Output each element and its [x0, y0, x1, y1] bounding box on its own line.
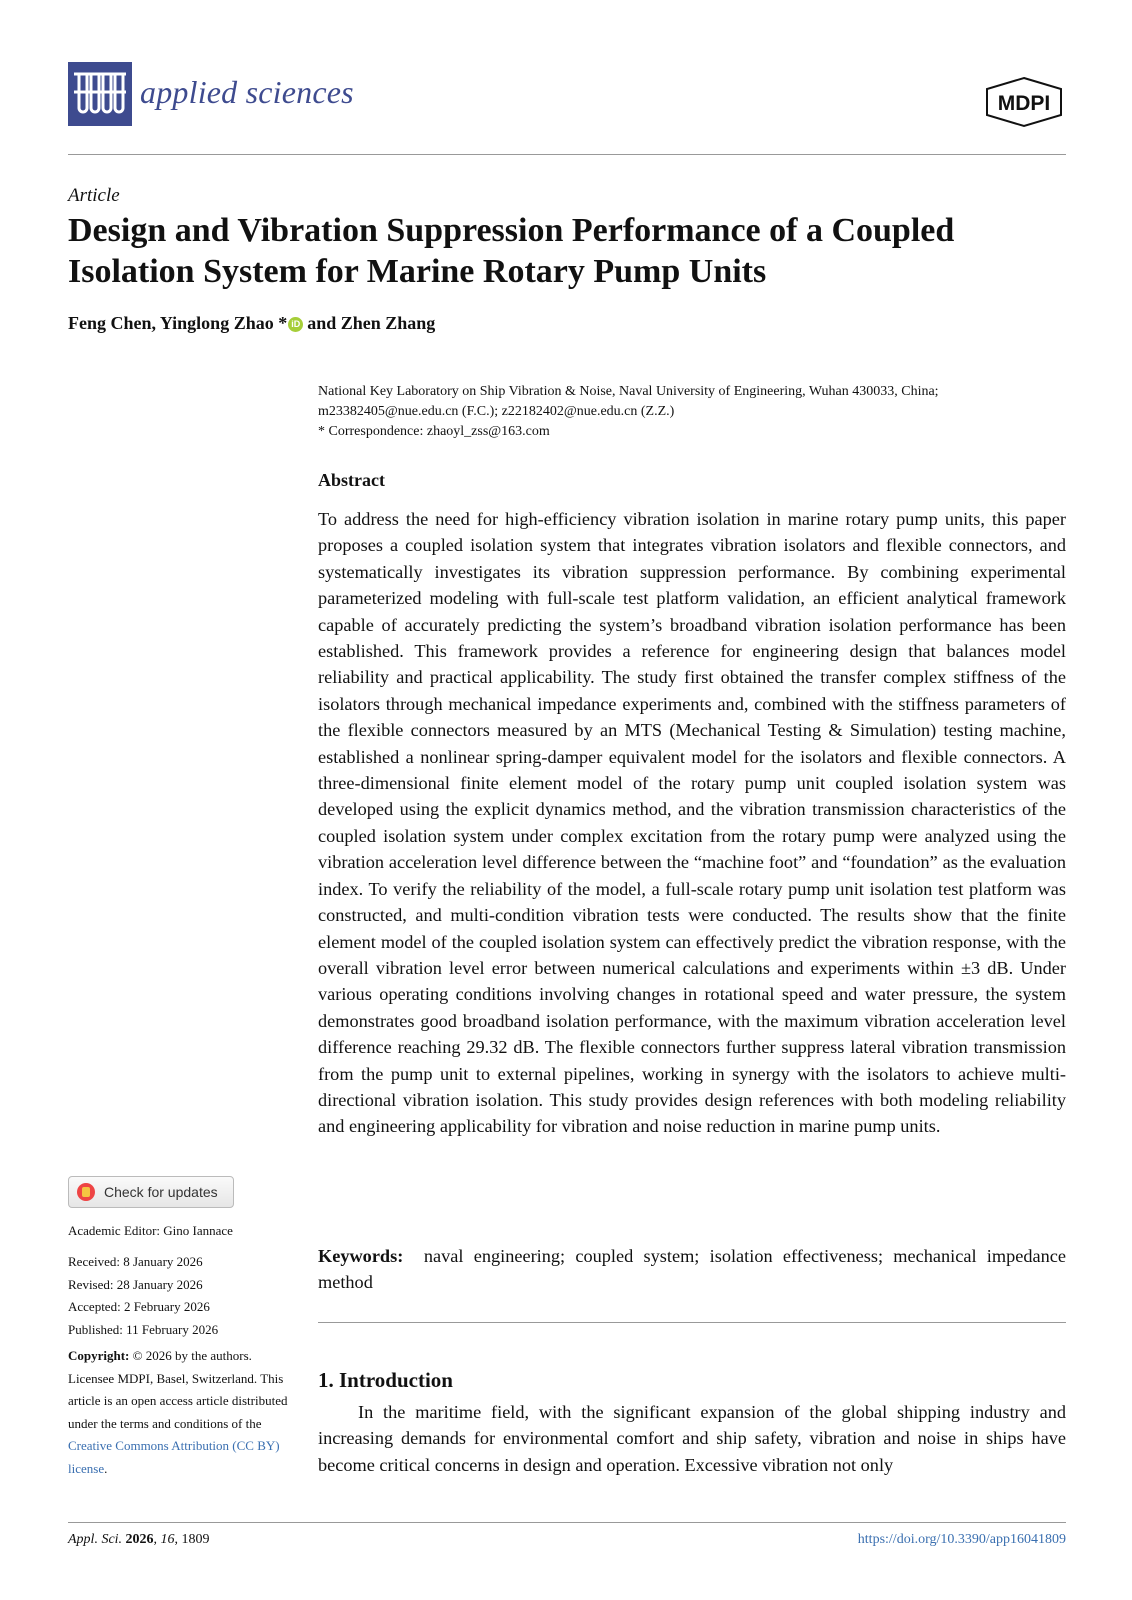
citation-year: 2026: [125, 1532, 154, 1547]
date-published: Published: 11 February 2026: [68, 1321, 219, 1337]
test-tubes-icon: [68, 62, 132, 126]
mdpi-hexagon-icon: [983, 76, 1065, 128]
keywords-text: naval engineering; coupled system; isolation effectiveness; mechanical impedance method: [318, 1246, 1066, 1293]
check-for-updates-button[interactable]: [68, 1176, 234, 1208]
introduction-text: In the maritime field, with the significant expansion of the global shipping industry and increasing demands for environmental comfort and ship safety, vibration and noise in ships have become critical concerns in design and operation. Excessive vibration not only: [318, 1402, 1066, 1475]
article-title: Design and Vibration Suppression Performance of a Coupled Isolation System for Marine Rotary Pump Units: [68, 212, 955, 290]
date-accepted: Accepted: 2 February 2026: [68, 1299, 210, 1314]
keywords-label: Keywords:: [318, 1246, 404, 1266]
header-divider: [68, 154, 1066, 155]
section-divider: [318, 1322, 1066, 1323]
article-number: 1809: [181, 1532, 210, 1547]
journal-name: applied sciences: [140, 74, 354, 110]
copyright-text: © 2026 by the authors. Licensee MDPI, Basel, Switzerland. This article is an open access article distributed under the terms and conditions of the: [68, 1348, 288, 1431]
affiliation-emails: m23382405@nue.edu.cn (F.C.); z22182402@nue.edu.cn (Z.Z.): [318, 404, 675, 419]
date-received: Received: 8 January 2026: [68, 1254, 203, 1269]
authors-first: Feng Chen, Yinglong Zhao *: [68, 313, 288, 333]
copyright-notice: [68, 1345, 288, 1480]
academic-editor: Academic Editor: Gino Iannace: [68, 1223, 233, 1238]
authors-last: and Zhen Zhang: [307, 313, 436, 333]
license-end: .: [104, 1460, 108, 1476]
keywords: [318, 1243, 1066, 1296]
publication-dates: [68, 1251, 288, 1341]
abstract-text: To address the need for high-efficiency vibration isolation in marine rotary pump units, this paper proposes a coupled isolation system that integrates vibration isolators and flexible connectors, and systematically investigates its vibration suppression performance. By combining experimental parameterized modeling with full-scale test platform validation, an efficient analytical framework capable of accurately predicting the system’s broadband vibration isolation performance has been established. This framework provides a reference for engineering design that balances model reliability and practical applicability. The study first obtained the transfer complex stiffness of the isolators through mechanical impedance experiments and, combined with the stiffness parameters of the flexible connectors measured by an MTS (Mechanical Testing & Simulation) testing machine, established a nonlinear spring-damper equivalent model for the isolators and flexible connectors. A three-dimensional finite element model of the rotary pump unit coupled isolation system was developed using the explicit dynamics method, and the vibration transmission characteristics of the coupled isolation system under complex excitation from the rotary pump were analyzed using the vibration acceleration level difference between the “machine foot” and “foundation” as the evaluation index. To verify the reliability of the model, a full-scale rotary pump unit isolation test platform was constructed, and multi-condition vibration tests were conducted. The results show that the finite element model of the coupled isolation system can effectively predict the vibration response, with the overall vibration level error between numerical calculations and experiments within ±3 dB. Under various operating conditions involving changes in rotational speed and water pressure, the system demonstrates good broadband isolation performance, with the maximum vibration acceleration level difference reaching 29.32 dB. The flexible connectors further suppress lateral vibration transmission from the pump unit to external pipelines, working in synergy with the isolators to achieve multi-directional vibration isolation. This study provides design references with both modeling reliability and engineering applicability for vibration and noise reduction in marine pump units.: [318, 509, 1066, 1137]
crossmark-icon: [77, 1183, 95, 1201]
introduction-heading: 1. Introduction: [318, 1368, 453, 1392]
journal-abbrev: Appl. Sci.: [68, 1532, 123, 1547]
footer-divider: [68, 1522, 1066, 1523]
orcid-icon[interactable]: iD: [288, 317, 303, 332]
journal-logo: [68, 62, 132, 126]
affiliation-line: National Key Laboratory on Ship Vibration & Noise, Naval University of Engineering, Wuhan 430033, China;: [318, 384, 939, 399]
citation: Appl. Sci. 2026, 16, 1809: [68, 1532, 210, 1547]
check-for-updates-label: Check for updates: [104, 1184, 218, 1200]
abstract-heading: Abstract: [318, 470, 385, 490]
date-revised: Revised: 28 January 2026: [68, 1276, 203, 1292]
citation-volume: 16: [160, 1532, 175, 1547]
doi-link[interactable]: https://doi.org/10.3390/app16041809: [857, 1532, 1066, 1547]
article-type: Article: [68, 185, 120, 206]
author-list: [68, 313, 435, 334]
copyright-label: Copyright:: [68, 1348, 130, 1363]
mdpi-logo-text: MDPI: [997, 92, 1051, 115]
license-link[interactable]: Creative Commons Attribution (CC BY) license: [68, 1438, 280, 1476]
correspondence: * Correspondence: zhaoyl_zss@163.com: [318, 424, 550, 439]
mdpi-logo: [983, 76, 1065, 128]
affiliation-block: [318, 382, 1078, 442]
